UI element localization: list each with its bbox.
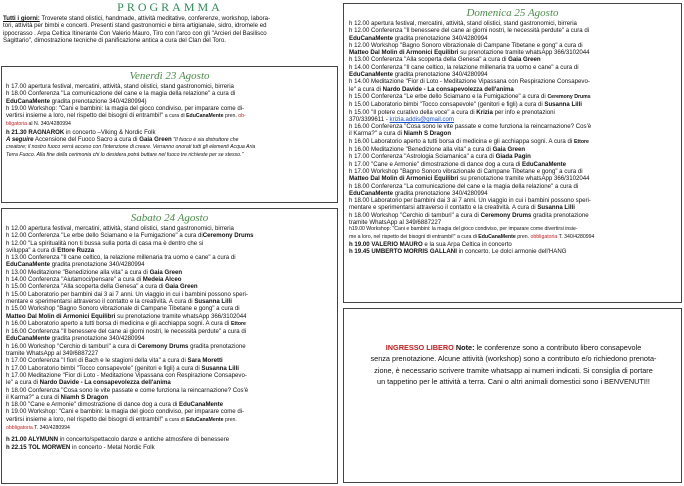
program-title: PROGRAMMA [117,0,223,14]
event-line: h 17.00 Workshop "Bagno Sonoro vibrazionale di Campane Tibetane e gong" a cura di [349,167,583,175]
intro-text: Troverete stand olistici, handmade, attività meditative, conferenze, workshop, labora- [39,15,271,22]
event-line: tramite WhatsApp al 349/6887227 [6,350,99,358]
event-line: h 16.00 Workshop "Cerchio di tamburi" a cura di Ceremony Drums gradita prenotazione [6,342,246,350]
event-line: vertirsi insieme a loro, nel rispetto dei bisogni di entrambi!" a cura di EduCanaMente pren. [6,415,237,423]
event-line: h 21.30 RAGNAROK in concerto –Viking & Nordic Folk [6,128,156,136]
event-line: EduCanaMente gradita prenotazione 340/4280994 [349,189,488,197]
event-line: EduCanaMente gradita prenotazione 340/4280994 [6,261,145,269]
event-line: h 16.00 Conferenza "Il benessere del cane ai giorni nostri, le necessità perdute" a cura di [6,328,247,336]
event-line: EduCanaMente gradita prenotazione 340/4280994 [349,34,488,42]
event-line: me a loro, nel rispetto dei bisogni di entrambi!" a cura di EduCanaMente pren. obbligatoria T. 340/4280994 [349,233,595,240]
event-line: creatore; il nostro fuoco verrà acceso con l'intenzione di creare. Verranno onorati tutti gli elementi Acqua Aria [6,144,256,151]
event-line: h 18.00 Laboratorio per bambini dai 3 ai 7 anni. Un viaggio in cui i bambini possono speri- [349,197,591,205]
event-line: sviluppa" a cura di Ettore Ruzza [6,246,95,254]
friday-title: Venerdì 23 Agosto [129,70,210,82]
event-line: il Karma?" a cura di Niamh S Dragon [349,130,452,138]
intro-label: Tutti i giorni: [3,15,40,22]
intro-text: tori, attività per bimbi e concerti. Presenti stand gastronomici e birra artigianale, sidro, idromele ed [3,22,267,30]
event-line: h 19.00 Workshop: "Cani e bambini: la magia del gioco condiviso, per imparare come di- [6,104,245,112]
saturday-section [1,208,338,484]
event-line: h19.00 Workshop: "Cani e bambini: la magia del gioco condiviso, per imparare come divertirsi insie- [349,226,578,233]
event-line: h 17.00 "Cane e Armonie" dimostrazione di dance dog a cura di EduCanaMente [349,160,567,168]
event-line: h 16.00 Meditazione "Benedizione alla vita" a cura di Gaia Green [349,146,526,154]
event-line: h 12.00 Conferenza "Il benessere del cane ai giorni nostri, le necessità perdute" a cura di [349,27,590,35]
event-line: h 17.00 Conferenza "Astrologia Sciamanica" a cura di Giada Pagin [349,153,531,161]
sunday-section [343,3,682,303]
footer-text: le conferenze sono a contributo libero consapevole [474,343,642,352]
event-line: h 18.00 Conferenza "La comunicazione del cane e la magia della relazione" a cura di [349,182,579,190]
event-line: obbligatoria T. 340/4280994 [6,425,70,432]
event-line: h 15.00 Conferenza "Le erbe dello Sciamano e la Fumigazione" a cura di Ceremony Drums [349,92,591,100]
intro-text: ippocrasso . Arpa Celtica Itinerante Con Valerio Mauro, Tiro con l'arco con gli "Arcieri del Basilisco [3,29,267,37]
email-link[interactable]: krizia.addis@gmail.com [389,115,454,123]
event-line: h 19.45 UMBERTO MORRIS GALLANI in concerto. Le dolci armonie dell'HANG [349,248,567,256]
event-line: le" a cura di Nardo Davide - La consapevolezza dell'anima [349,85,514,93]
event-line: h 12.00 "La spiritualità non ti bussa sulla porta di casa ma è dentro che si [6,239,204,247]
event-line: h 12.00 apertura festival, mercatini, attività, stand olistici, stand gastronomici, birreria [349,20,577,27]
event-line: 370/3399611 - krizia.addis@gmail.com [349,115,454,123]
event-line: h 16.00 Laboratorio aperto a tutti borsa di medicina e gli acchiappa sogni. A cura di Ettore [6,319,246,327]
event-line: h 18.00 Conferenza "La comunicazione del cane e la magia della relazione" a cura di [6,90,236,98]
event-line: h 17.00 Laboratorio bimbi "Tocco consapevole" (genitori e figli) a cura di Susanna Lilli [6,364,239,372]
event-line: A seguire Accensione del Fuoco Sacro a cura di Gaia Green "Il fuoco è sia distruttore che [6,136,239,144]
footer-text: un tappetino per le attività a terra. Cani o altri animali domestici sono i BENVENUTI!! [377,376,650,386]
event-line: h 14.00 Meditazione "Fior di Loto - Meditazione Vipassana con Respirazione Consapevo- [349,78,590,86]
event-line: h 21.00 ALYMUNN in concerto/spettacolo danze e antiche atmosfere di benessere [6,436,230,444]
event-line: h 15.00 Conferenza "Alla scoperta della Genesa" a cura di Gaia Green [6,283,198,291]
event-line: bligatoria al N. 340/4280994 [6,121,71,128]
event-line: Matteo Dal Molin di Armonici Equilibri su prenotazione tramite whatsApp 366/3102044 [6,312,247,320]
event-line: Matteo Dal Molin di Armonici Equilibri su prenotazione tramite whatsApp 366/3102044 [349,175,590,183]
event-line: h 17.00 apertura festival, mercatini, attività, stand olistici, stand gastronomici, birreria [6,83,234,90]
event-line: h 15.00 Laboratorio bimbi "Tocco consapevole" (genitori e figli) a cura di Susanna Lilli [349,101,582,109]
event-line: h 19.00 Workshop: "Cani e bambini: la magia del gioco condiviso, per imparare come di- [6,408,245,416]
event-line: h 17.00 Conferenza "I fiori di Bach e le stagioni della vita" a cura di Sara Moretti [6,357,223,365]
saturday-title: Sabato 24 Agosto [130,212,209,224]
event-line: h 13.00 Meditazione "Benedizione alla vita" a cura di Gaia Green [6,268,183,276]
event-line: h 12.00 Workshop "Bagno Sonoro vibrazionale di Campane Tibetane e gong" a cura di [349,41,583,49]
event-line: h 13.00 Conferenza "Alla scoperta della Genesa" a cura di Gaia Green [349,56,541,64]
event-line: h 14.00 Conferenza "Aiutamoci/pensare" a cura di Medeia Alceo [6,276,182,284]
footer-text: zione, è necessario scrivere tramite whatsapp ai numeri indicati. Si consiglia di portare [374,365,653,375]
event-line: h 22.15 TOL MORWEN in concerto - Metal Nordic Folk [6,443,155,451]
event-line: h 17.00 Meditazione "Fior di Loto - Meditazione Vipassana con Respirazione Consapevo- [6,371,247,379]
program-intro [3,15,338,44]
event-line: mentare e sperimentarsi attraverso il contatto e la creatività. A cura di Susanna Lilli [349,204,575,212]
event-line: h 18.00 "Cane e Armonie" dimostrazione di dance dog a cura di EduCanaMente [6,401,224,409]
event-line: h 18.00 Workshop "Cerchio di tamburi" a cura di Ceremony Drums gradita prenotazione [349,211,589,219]
event-line: h 16.00 Laboratorio aperto a tutti borsa di medicina e gli acchiappa sogni. A cura di Ettore [349,137,589,145]
note-label: Note: [455,343,475,352]
event-line: tramite WhatsApp al 349/6887227 [349,219,442,227]
footer-text: senza prenotazione. Alcune attività (workshop) sono a contributo e/o richiedono prenota- [370,354,657,364]
event-line: h 14.00 Conferenza "Il cane celtico, la relazione millenaria tra uomo e cane" a cura di [349,63,579,71]
event-line: h 12.00 apertura festival, mercatini, attività, stand olistici, stand gastronomici, birreria [6,225,234,232]
event-line: mentare e sperimentarsi attraverso il contatto e la creatività. A cura di Susanna Lilli [6,297,232,305]
event-line: il Karma?" a cura di Niamh S Dragon [6,393,109,401]
footer-notes [343,308,682,483]
event-line: h 15.00 Workshop "Bagno Sonoro vibrazionale di Campane Tibetane e gong" a cura di [6,305,240,313]
free-entry-label: INGRESSO LIBERO [385,343,454,352]
sunday-title: Domenica 25 Agosto [466,7,559,19]
event-line: h 12.00 Conferenza "Le erbe dello Sciamano e la Fumigazione" a cura diCeremony Drums [6,232,254,240]
event-line: h 16.00 Conferenza "Cosa sono le vite passate e come funziona la reincarnazione? Cos'è [349,123,592,131]
event-line: Terra Fuoco. Alla fine della cerimonia chi lo desidera potrà buttare nel fuoco tre richieste per se stesso." [6,151,244,158]
event-line: vertirsi insieme a loro, nel rispetto dei bisogni di entrambi!" a cura di EduCanaMente pren. ob- [6,112,246,120]
event-line: h 15.00 "Il potere curativo della voce" a cura di Krizia per info e prenotazioni [349,108,555,116]
event-line: h 18.00 Conferenza "Cosa sono le vite passate e come funziona la reincarnazione? Cos'è [6,386,249,394]
event-line: h 15.00 Laboratorio per bambini dai 3 ai 7 anni. Un viaggio in cui i bambini possono speri- [6,290,248,298]
event-line: h 19.00 VALERIO MAURO e la sua Arpa Celtica in concerto [349,240,512,248]
event-line: EduCanaMente gradita prenotazione 340/4280994) [6,97,147,105]
event-line: EduCanaMente gradita prenotazione 340/4280994 [6,335,145,343]
event-line: h 13.00 Conferenza "Il cane celtico, la relazione millenaria tra uomo e cane" a cura di [6,254,236,262]
event-line: le" a cura di Nardo Davide - La consapevolezza dell'anima [6,379,171,387]
event-line: Matteo Dal Molin di Armonici Equilibri su prenotazione tramite whatsApp 366/3102044 [349,49,590,57]
event-line: EduCanaMente gradita prenotazione 340/4280994 [349,71,488,79]
intro-text: Sagittario", dimostrazione tecniche di panificazione antica a cura del Clan del Toro. [3,36,226,44]
friday-section [1,66,338,203]
